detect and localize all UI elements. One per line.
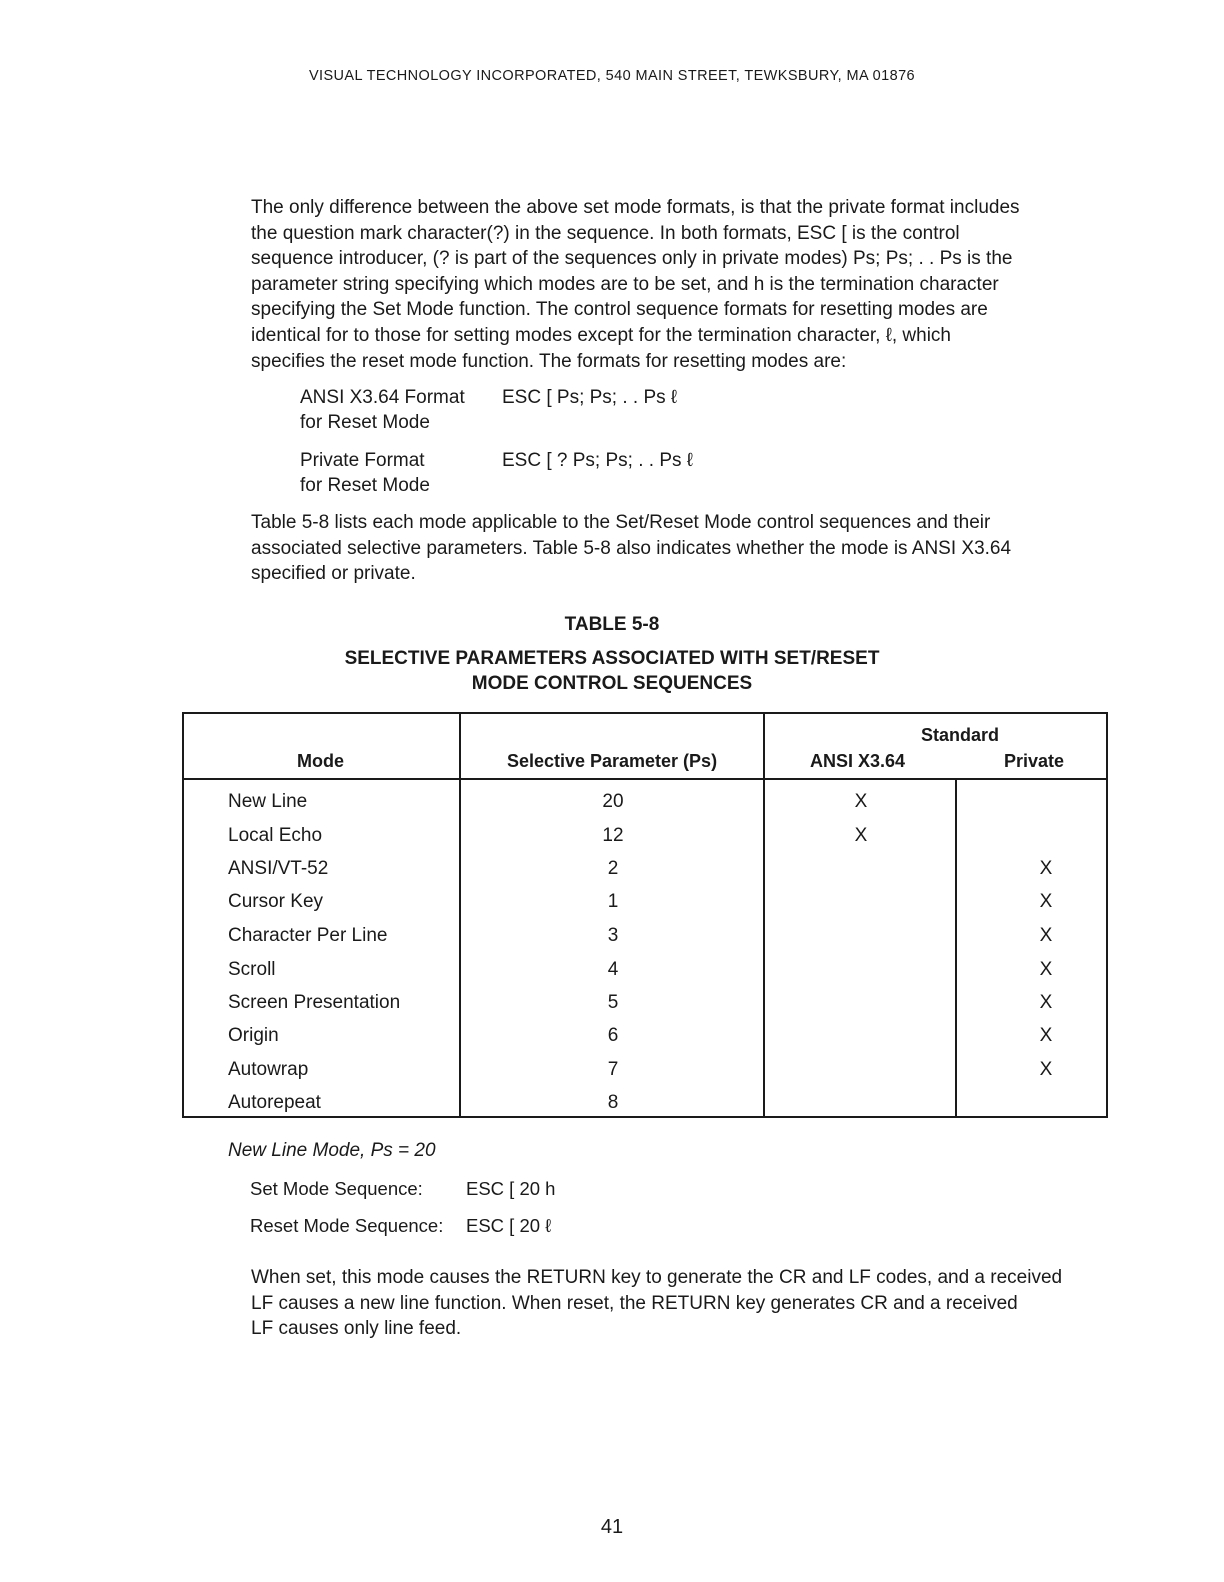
cell-mode: Autorepeat <box>228 1092 321 1113</box>
cell-private: X <box>1039 1059 1053 1080</box>
format-label-line: for Reset Mode <box>300 475 430 496</box>
cell-parameter: 12 <box>602 825 624 846</box>
text-line: parameter string specifying which modes are to be set, and h is the termination character <box>251 273 999 295</box>
cell-parameter: 8 <box>607 1092 619 1113</box>
text-line: When set, this mode causes the RETURN key to generate the CR and LF codes, and a received <box>251 1267 1063 1288</box>
intro-paragraph <box>251 195 1141 374</box>
format-label-line: ANSI X3.64 Format <box>300 387 465 408</box>
reset-sequence-value: ESC [ 20 ℓ <box>466 1215 552 1236</box>
cell-mode: Autowrap <box>228 1059 309 1080</box>
text-line: Table 5-8 lists each mode applicable to the Set/Reset Mode control sequences and their <box>251 512 991 533</box>
format-label-line: Private Format <box>300 450 425 471</box>
text-line: specifying the Set Mode function. The control sequence formats for resetting modes are <box>251 299 988 321</box>
new-line-description <box>251 1265 1151 1342</box>
table-intro-paragraph <box>251 510 1131 587</box>
cell-private: X <box>1039 992 1053 1013</box>
cell-parameter: 4 <box>607 959 619 980</box>
table-title: SELECTIVE PARAMETERS ASSOCIATED WITH SET/RESET <box>344 648 880 669</box>
cell-parameter: 3 <box>607 925 619 946</box>
text-line: identical for to those for setting modes except for the termination character, ℓ, which <box>251 324 951 346</box>
text-line: the question mark character(?) in the sequence. In both formats, ESC [ is the control <box>251 222 960 244</box>
header-private: Private <box>1003 751 1065 771</box>
cell-private: X <box>1039 1025 1053 1046</box>
text-line: LF causes only line feed. <box>251 1318 462 1340</box>
cell-mode: New Line <box>228 791 308 812</box>
cell-ansi: X <box>854 825 868 846</box>
text-line: associated selective parameters. Table 5-8 also indicates whether the mode is ANSI X3.64 <box>251 537 1012 559</box>
cell-mode: Local Echo <box>228 825 323 846</box>
header-mode: Mode <box>297 751 344 771</box>
page-number: 41 <box>600 1516 624 1538</box>
cell-mode: ANSI/VT-52 <box>228 858 329 879</box>
header-parameter: Selective Parameter (Ps) <box>506 751 718 771</box>
private-format-label <box>300 448 500 498</box>
cell-parameter: 2 <box>607 858 619 879</box>
text-line: specifies the reset mode function. The formats for resetting modes are: <box>251 350 847 372</box>
cell-mode: Scroll <box>228 959 276 980</box>
cell-ansi: X <box>854 791 868 812</box>
page-header: VISUAL TECHNOLOGY INCORPORATED, 540 MAIN STREET, TEWKSBURY, MA 01876 <box>308 68 916 84</box>
cell-mode: Cursor Key <box>228 891 324 912</box>
ansi-format-sequence: ESC [ Ps; Ps; . . Ps ℓ <box>502 387 678 408</box>
header-ansi: ANSI X3.64 <box>809 751 906 771</box>
header-standard: Standard <box>920 725 999 745</box>
cell-parameter: 20 <box>602 791 624 812</box>
section-heading: New Line Mode, Ps = 20 <box>228 1140 436 1161</box>
text-line: LF causes a new line function. When reset, the RETURN key generates CR and a received <box>251 1292 1018 1314</box>
set-sequence-label: Set Mode Sequence: <box>250 1178 423 1199</box>
ansi-format-label <box>300 385 500 435</box>
cell-parameter: 7 <box>607 1059 619 1080</box>
cell-parameter: 1 <box>607 891 619 912</box>
cell-private: X <box>1039 858 1053 879</box>
cell-mode: Character Per Line <box>228 925 388 946</box>
cell-mode: Origin <box>228 1025 279 1046</box>
cell-parameter: 5 <box>607 992 619 1013</box>
private-format-sequence: ESC [ ? Ps; Ps; . . Ps ℓ <box>502 450 693 471</box>
table-title: MODE CONTROL SEQUENCES <box>471 673 753 694</box>
cell-private: X <box>1039 891 1053 912</box>
header-divider <box>182 778 1108 780</box>
cell-private: X <box>1039 925 1053 946</box>
text-line: The only difference between the above set mode formats, is that the private format includes <box>251 197 1020 218</box>
column-divider <box>459 712 461 1118</box>
set-sequence-value: ESC [ 20 h <box>466 1178 556 1199</box>
reset-sequence-label: Reset Mode Sequence: <box>250 1215 444 1236</box>
text-line: sequence introducer, (? is part of the sequences only in private modes) Ps; Ps; . . Ps is the <box>251 248 1013 270</box>
text-line: specified or private. <box>251 563 416 585</box>
cell-parameter: 6 <box>607 1025 619 1046</box>
cell-mode: Screen Presentation <box>228 992 401 1013</box>
cell-private: X <box>1039 959 1053 980</box>
format-label-line: for Reset Mode <box>300 412 430 433</box>
table-number: TABLE 5-8 <box>564 614 660 635</box>
